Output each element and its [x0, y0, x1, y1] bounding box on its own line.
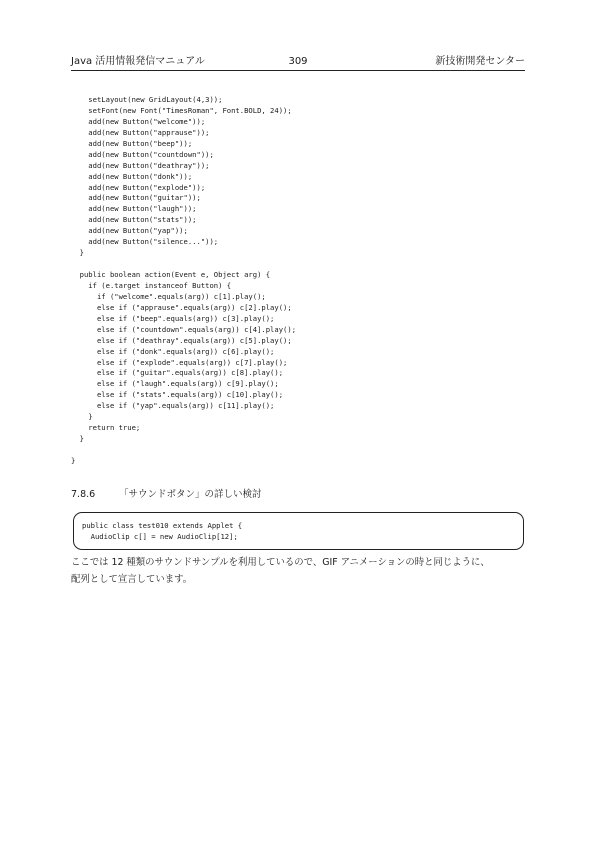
body-paragraph — [71, 554, 531, 588]
code-line: add(new Button("explode")); — [71, 182, 206, 192]
code-line: else if ("stats".equals(arg)) c[10].play(); — [71, 390, 284, 400]
code-line: add(new Button("welcome")); — [71, 116, 206, 126]
code-line: return true; — [71, 423, 141, 433]
code-line: else if ("apprause".equals(arg)) c[2].play(); — [71, 302, 292, 312]
code-line: else if ("laugh".equals(arg)) c[9].play(); — [71, 379, 279, 389]
code-listing — [71, 95, 296, 467]
code-line: add(new Button("stats")); — [71, 215, 197, 225]
header-page-number: 309 — [288, 56, 308, 67]
code-line: add(new Button("apprause")); — [71, 127, 210, 137]
section-number: 7.8.6 — [71, 489, 96, 500]
header-organization: 新技術開発センター — [435, 56, 525, 67]
section-title: 「サウンドボタン」の詳しい検討 — [119, 489, 262, 500]
boxed-code-line: AudioClip c[] = new AudioClip[12]; — [82, 531, 238, 541]
code-box — [73, 512, 524, 550]
header-rule — [71, 70, 525, 71]
code-line: else if ("yap".equals(arg)) c[11].play(); — [71, 401, 275, 411]
boxed-code-listing — [82, 520, 242, 542]
code-line: } — [71, 455, 76, 465]
code-line: } — [71, 248, 84, 258]
code-line: public boolean action(Event e, Object arg) { — [71, 270, 271, 279]
code-line: else if ("countdown".equals(arg)) c[4].play(); — [71, 324, 297, 334]
code-line: else if ("explode".equals(arg)) c[7].play(); — [71, 357, 288, 367]
body-text-line: ここでは 12 種類のサウンドサンプルを利用しているので、GIF アニメーションの時と同じように、 — [71, 557, 490, 568]
code-line: else if ("beep".equals(arg)) c[3].play(); — [71, 313, 275, 323]
body-text-line: 配列として宣言しています。 — [71, 574, 193, 585]
code-line: add(new Button("yap")); — [71, 226, 188, 236]
code-line: add(new Button("beep")); — [71, 138, 193, 148]
code-line: add(new Button("deathray")); — [71, 160, 210, 170]
code-line: if ("welcome".equals(arg)) c[1].play(); — [71, 291, 266, 301]
code-line: add(new Button("countdown")); — [71, 149, 214, 159]
code-line: add(new Button("donk")); — [71, 171, 193, 181]
code-line: add(new Button("guitar")); — [71, 193, 201, 203]
header-manual-title: Java 活用情報発信マニュアル — [71, 56, 205, 67]
code-line: add(new Button("laugh")); — [71, 204, 197, 214]
code-line — [71, 445, 296, 456]
code-line: else if ("deathray".equals(arg)) c[5].play(); — [71, 335, 292, 345]
page-header — [71, 55, 525, 69]
code-line: setLayout(new GridLayout(4,3)); — [71, 95, 223, 104]
code-line: setFont(new Font("TimesRoman", Font.BOLD, 24)); — [71, 105, 292, 115]
boxed-code-line: public class test010 extends Applet { — [82, 521, 243, 530]
section-heading — [71, 488, 262, 501]
code-line: } — [71, 434, 84, 444]
code-line: else if ("guitar".equals(arg)) c[8].play(); — [71, 368, 284, 378]
code-line — [71, 259, 296, 270]
code-line: } — [71, 412, 93, 422]
code-line: else if ("donk".equals(arg)) c[6].play(); — [71, 346, 275, 356]
code-line: add(new Button("silence...")); — [71, 237, 219, 247]
code-line: if (e.target instanceof Button) { — [71, 280, 232, 290]
